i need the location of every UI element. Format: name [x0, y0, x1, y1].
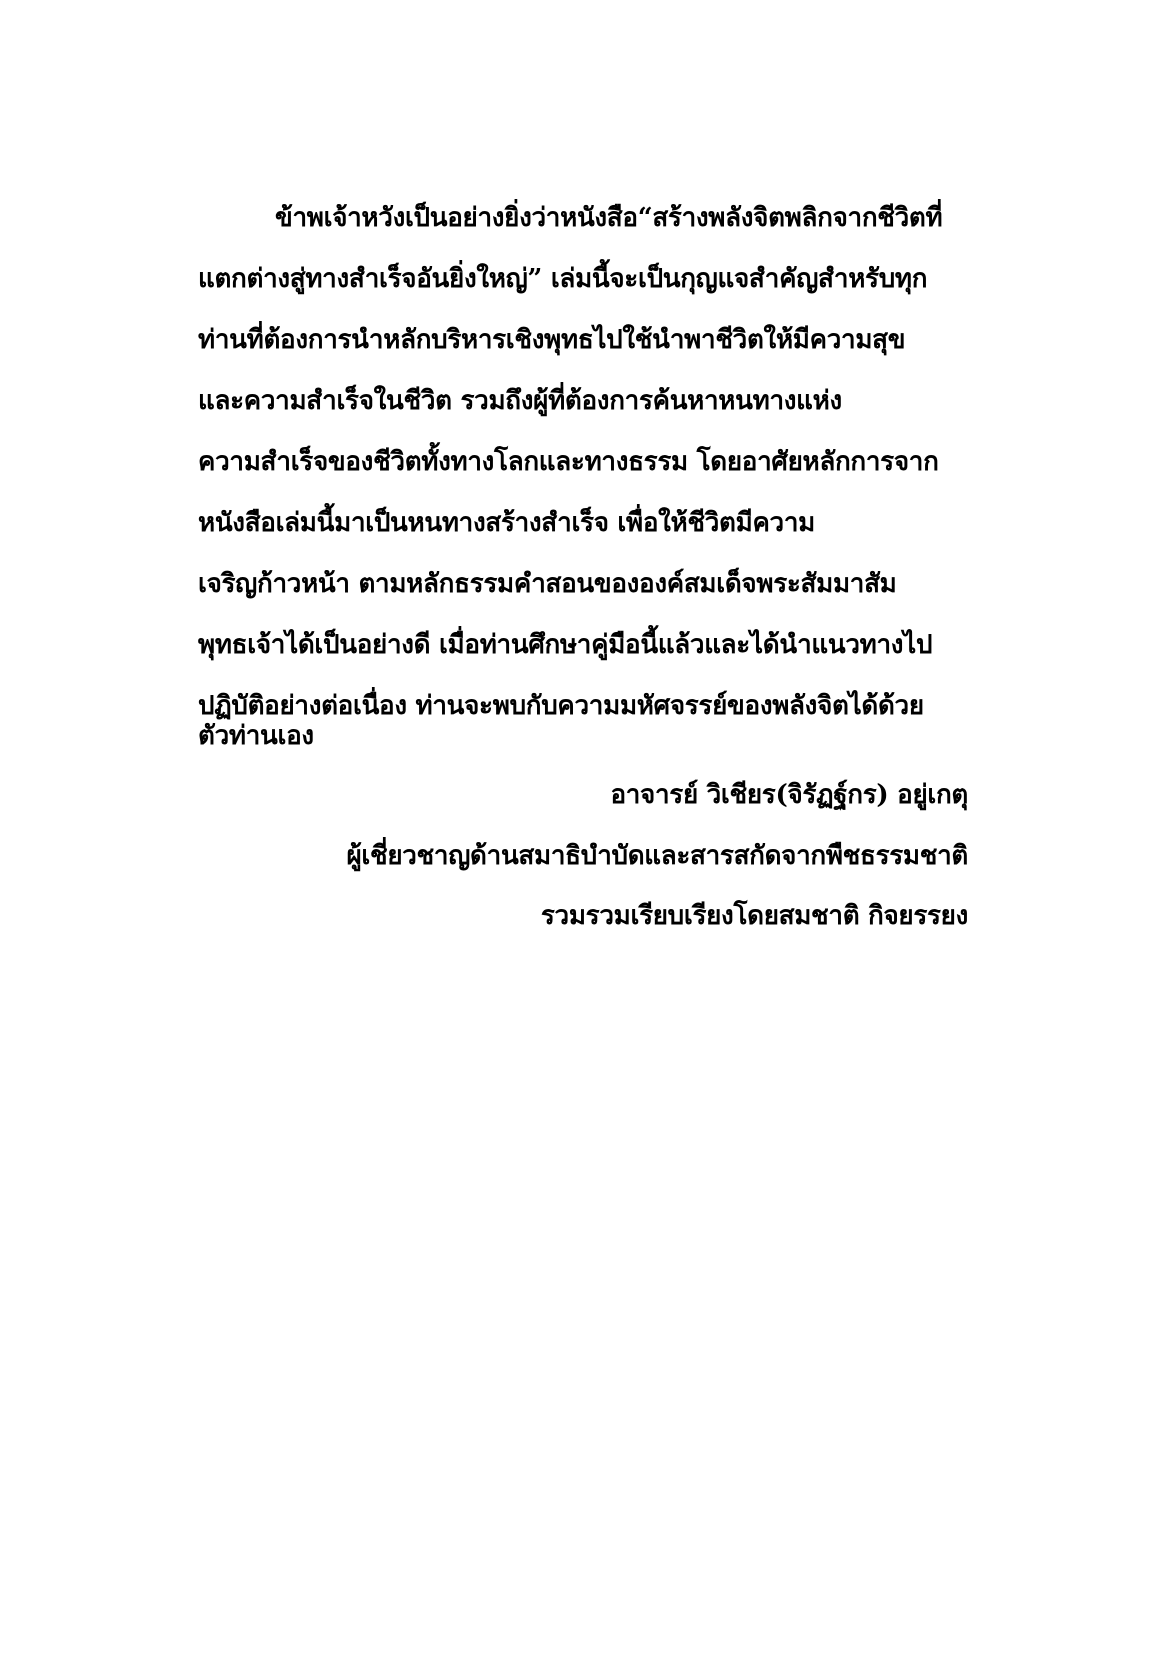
- paragraph-line-3: ท่านที่ต้องการนำหลักบริหารเชิงพุทธไปใช้นำพาชีวิตให้มีความสุข: [198, 325, 906, 355]
- compiled-by: รวมรวมเรียบเรียงโดยสมชาติ กิจยรรยง: [540, 901, 968, 931]
- paragraph-line-1: [275, 200, 1045, 236]
- paragraph-line-2: [198, 261, 968, 297]
- author-name: อาจารย์ วิเชียร(จิรัฏฐ์กร) อยู่เกตุ: [610, 780, 968, 810]
- author-role: ผู้เชี่ยวชาญด้านสมาธิบำบัดและสารสกัดจากพืชธรรมชาติ: [346, 841, 968, 871]
- paragraph-line-6: หนังสือเล่มนี้มาเป็นหนทางสร้างสำเร็จ เพื่อให้ชีวิตมีความ: [198, 508, 815, 538]
- paragraph-text: เล่มนี้จะเป็นกุญแจสำคัญสำหรับทุก: [542, 264, 928, 294]
- paragraph-line-4: และความสำเร็จในชีวิต รวมถึงผู้ที่ต้องการค้นหาหนทางแห่ง: [198, 386, 842, 416]
- book-title-part-1: “สร้างพลังจิตพลิกจากชีวิตที่: [637, 203, 943, 233]
- paragraph-line-9: ปฏิบัติอย่างต่อเนื่อง ท่านจะพบกับความมหัศจรรย์ของพลังจิตได้ด้วย: [198, 691, 924, 721]
- paragraph-line-10: ตัวท่านเอง: [198, 721, 314, 751]
- book-title-part-2: แตกต่างสู่ทางสำเร็จอันยิ่งใหญ่”: [198, 264, 543, 294]
- paragraph-line-8: พุทธเจ้าได้เป็นอย่างดี เมื่อท่านศึกษาคู่มือนี้แล้วและได้นำแนวทางไป: [198, 630, 933, 660]
- paragraph-text: ข้าพเจ้าหวังเป็นอย่างยิ่งว่าหนังสือ: [275, 203, 638, 233]
- paragraph-line-5: ความสำเร็จของชีวิตทั้งทางโลกและทางธรรม โดยอาศัยหลักการจาก: [198, 447, 939, 477]
- paragraph-line-7: เจริญก้าวหน้า ตามหลักธรรมคำสอนขององค์สมเด็จพระสัมมาสัม: [198, 569, 897, 599]
